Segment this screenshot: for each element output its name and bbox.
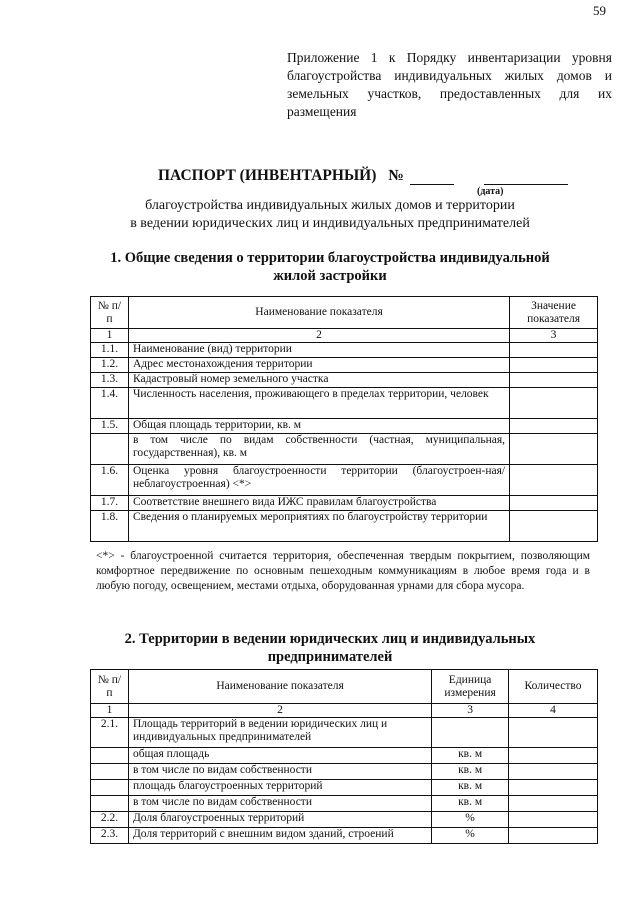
row-unit xyxy=(432,718,509,748)
col-number: 1 xyxy=(91,704,129,718)
row-value xyxy=(510,465,598,496)
table-row xyxy=(91,496,598,511)
row-value xyxy=(510,496,598,511)
row-num: 2.1. xyxy=(91,718,129,748)
row-unit: кв. м xyxy=(432,796,509,812)
col-number: 1 xyxy=(91,329,129,343)
row-value xyxy=(510,358,598,373)
row-name: в том числе по видам собственности xyxy=(128,796,431,812)
row-name: Доля благоустроенных территорий xyxy=(128,812,431,828)
row-name: общая площадь xyxy=(128,748,431,764)
col-number: 3 xyxy=(432,704,509,718)
row-num: 1.2. xyxy=(91,358,129,373)
row-quantity xyxy=(509,828,598,844)
table-header-row xyxy=(91,670,598,704)
footnote: <*> - благоустроенной считается территория, обеспеченная твердым покрытием, позволяющим комфортное передвижение по основным пешеходным коммуникациям в любое время года и в любую погоду, освещением, местами отдыха, оборудованная урнами для сбора мусора. xyxy=(96,550,590,592)
table-row xyxy=(91,373,598,388)
date-blank xyxy=(484,166,568,185)
row-name: Наименование (вид) территории xyxy=(128,343,509,358)
table-row xyxy=(91,748,598,764)
row-name: Кадастровый номер земельного участка xyxy=(128,373,509,388)
passport-title-text: ПАСПОРТ (ИНВЕНТАРНЫЙ) xyxy=(158,167,377,184)
header-name: Наименование показателя xyxy=(128,670,431,704)
row-num xyxy=(91,748,129,764)
row-name: в том числе по видам собственности (частная, муниципальная, государственная), кв. м xyxy=(128,434,509,465)
row-num xyxy=(91,796,129,812)
row-name: Доля территорий с внешним видом зданий, строений xyxy=(128,828,431,844)
row-unit: кв. м xyxy=(432,764,509,780)
row-name: Сведения о планируемых мероприятиях по благоустройству территории xyxy=(128,511,509,542)
table-row xyxy=(91,780,598,796)
header-quantity: Количество xyxy=(509,670,598,704)
table-row xyxy=(91,419,598,434)
row-num: 1.6. xyxy=(91,465,129,496)
col-number: 3 xyxy=(510,329,598,343)
row-quantity xyxy=(509,780,598,796)
row-num: 1.4. xyxy=(91,388,129,419)
row-quantity xyxy=(509,764,598,780)
row-num: 1.1. xyxy=(91,343,129,358)
row-quantity xyxy=(509,812,598,828)
row-value xyxy=(510,434,598,465)
table-row xyxy=(91,718,598,748)
number-blank xyxy=(410,166,454,185)
row-num: 1.7. xyxy=(91,496,129,511)
table-row xyxy=(91,812,598,828)
row-unit: % xyxy=(432,812,509,828)
table-row xyxy=(91,434,598,465)
date-label: (дата) xyxy=(477,186,504,197)
header-value: Значение показателя xyxy=(510,297,598,329)
header-num: № п/п xyxy=(91,670,129,704)
header-name: Наименование показателя xyxy=(128,297,509,329)
row-name: Оценка уровня благоустроенности территории (благоустроен-ная/неблагоустроенная) <*> xyxy=(128,465,509,496)
table-row xyxy=(91,764,598,780)
table-row xyxy=(91,511,598,542)
row-num xyxy=(91,780,129,796)
row-name: в том числе по видам собственности xyxy=(128,764,431,780)
row-name: Общая площадь территории, кв. м xyxy=(128,419,509,434)
row-name: площадь благоустроенных территорий xyxy=(128,780,431,796)
col-number: 2 xyxy=(128,704,431,718)
row-value xyxy=(510,388,598,419)
appendix-note: Приложение 1 к Порядку инвентаризации уровня благоустройства индивидуальных жилых домов и земельных участков, предоставленных для их размещения xyxy=(287,50,612,119)
table-header-row xyxy=(91,297,598,329)
row-name: Соответствие внешнего вида ИЖС правилам благоустройства xyxy=(128,496,509,511)
passport-title xyxy=(158,166,568,185)
row-name: Площадь территорий в ведении юридических лиц и индивидуальных предпринимателей xyxy=(128,718,431,748)
column-number-row xyxy=(91,704,598,718)
table-row xyxy=(91,343,598,358)
col-number: 4 xyxy=(509,704,598,718)
header-unit: Единица измерения xyxy=(432,670,509,704)
row-quantity xyxy=(509,718,598,748)
header-num: № п/п xyxy=(91,297,129,329)
row-value xyxy=(510,373,598,388)
table-row xyxy=(91,796,598,812)
row-num xyxy=(91,764,129,780)
row-num: 1.8. xyxy=(91,511,129,542)
row-quantity xyxy=(509,796,598,812)
row-num: 2.2. xyxy=(91,812,129,828)
row-name: Адрес местонахождения территории xyxy=(128,358,509,373)
row-unit: кв. м xyxy=(432,780,509,796)
table-row xyxy=(91,828,598,844)
table-row xyxy=(91,388,598,419)
section1-table xyxy=(90,296,598,542)
number-sign: № xyxy=(388,167,404,184)
row-num: 1.5. xyxy=(91,419,129,434)
table-row xyxy=(91,358,598,373)
subtitle-line1: благоустройства индивидуальных жилых домов и территории xyxy=(145,198,515,213)
row-unit: кв. м xyxy=(432,748,509,764)
page-number: 59 xyxy=(593,3,606,18)
row-value xyxy=(510,343,598,358)
row-quantity xyxy=(509,748,598,764)
section2-title-line2: предпринимателей xyxy=(267,649,393,665)
column-number-row xyxy=(91,329,598,343)
section1-title-line1: 1. Общие сведения о территории благоустройства индивидуальной xyxy=(110,250,550,266)
section1-title-line2: жилой застройки xyxy=(273,268,387,284)
section2-title-line1: 2. Территории в ведении юридических лиц и индивидуальных xyxy=(124,631,536,647)
row-num: 2.3. xyxy=(91,828,129,844)
section2-table xyxy=(90,669,598,844)
row-value xyxy=(510,419,598,434)
row-num xyxy=(91,434,129,465)
row-unit: % xyxy=(432,828,509,844)
table-row xyxy=(91,465,598,496)
col-number: 2 xyxy=(128,329,509,343)
row-name: Численность населения, проживающего в пределах территории, человек xyxy=(128,388,509,419)
row-num: 1.3. xyxy=(91,373,129,388)
row-value xyxy=(510,511,598,542)
subtitle-line2: в ведении юридических лиц и индивидуальных предпринимателей xyxy=(130,216,530,231)
